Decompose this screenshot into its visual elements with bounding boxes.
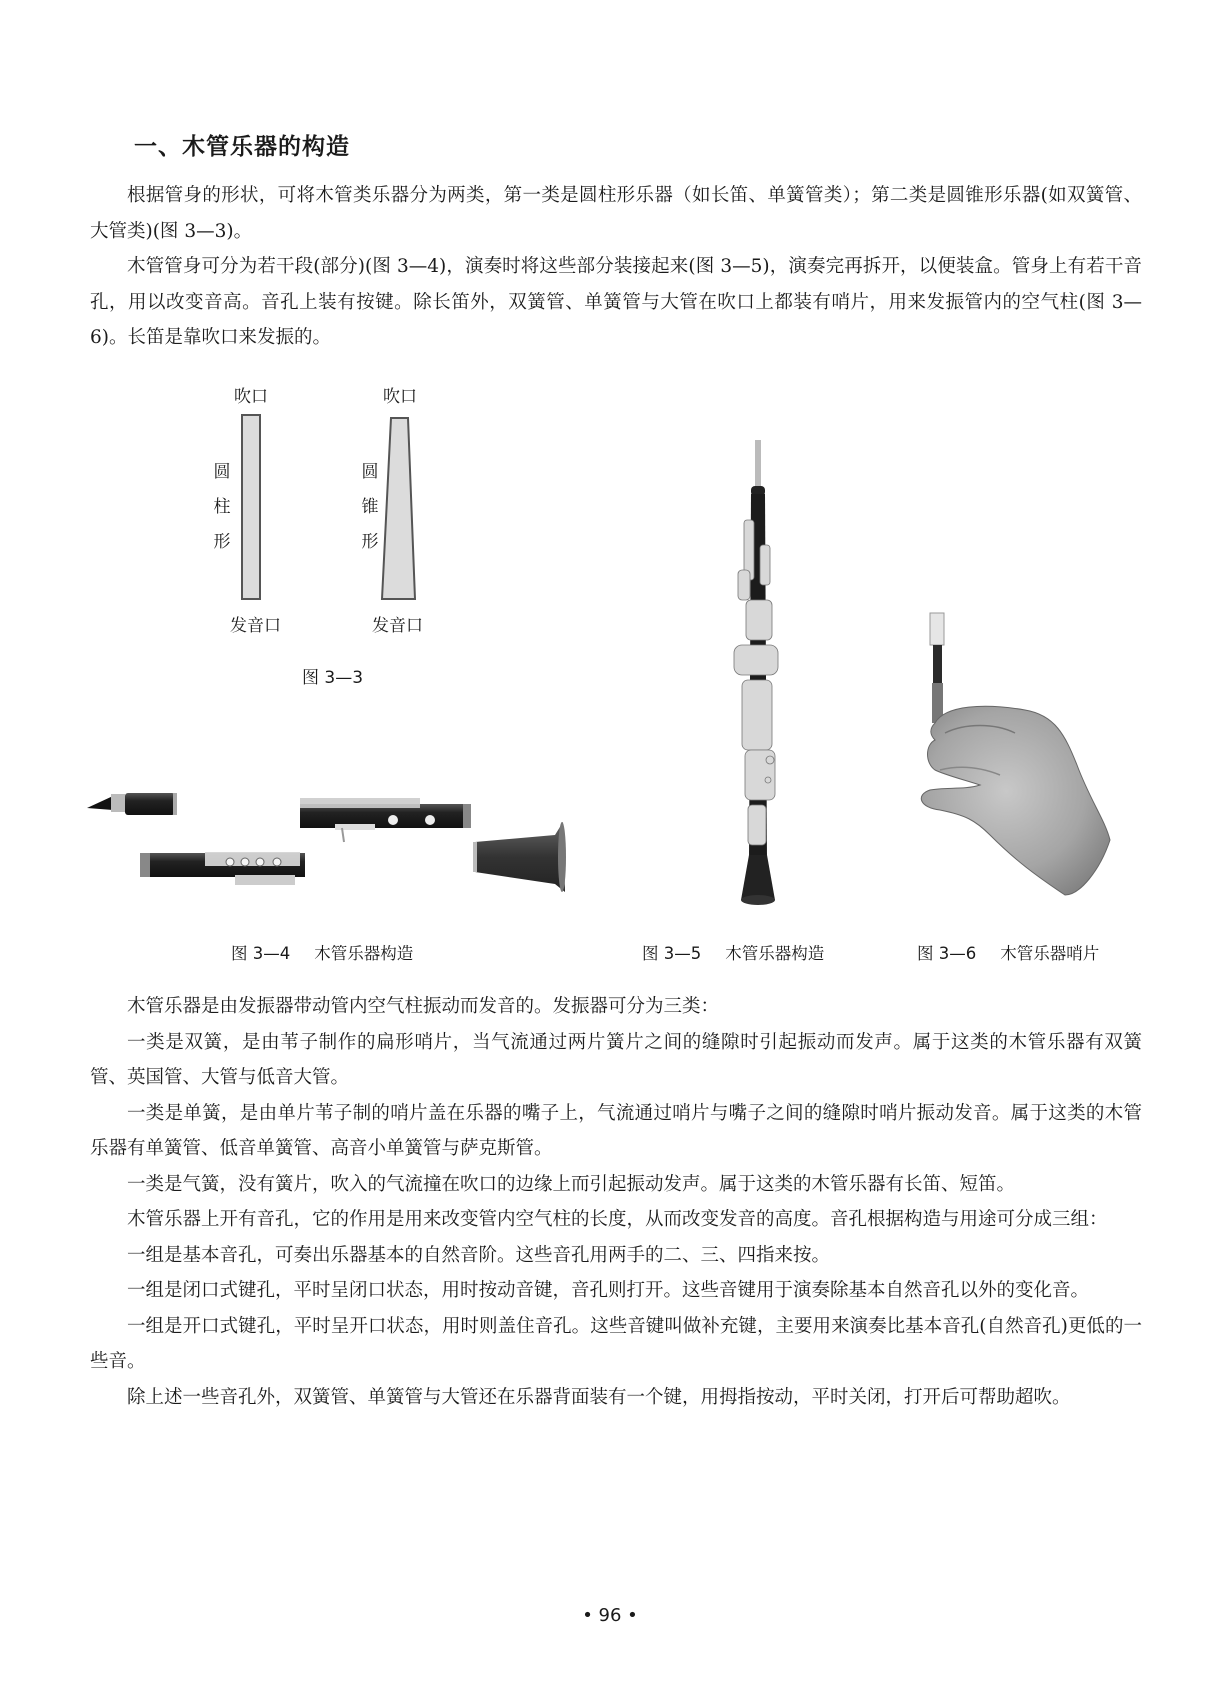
reed (930, 613, 944, 723)
right-top-label: 吹口 (383, 387, 417, 407)
left-bottom-label: 发音口 (230, 616, 281, 636)
paragraph: 根据管身的形状，可将木管类乐器分为两类，第一类是圆柱形乐器（如长笛、单簧管类）；第二类是圆锥形乐器(如双簧管、大管类)(图 3—3)。 (90, 185, 1142, 242)
page-number: • 96 • (582, 1605, 638, 1626)
paragraph: 一类是气簧，没有簧片，吹入的气流撞在吹口的边缘上而引起振动发声。属于这类的木管乐器有长笛、短笛。 (127, 1173, 1016, 1195)
figure-3-4-clarinet-parts-image (85, 780, 625, 920)
figure-title: 木管乐器构造 (725, 944, 825, 963)
section-heading: 一、木管乐器的构造 (134, 134, 350, 160)
figure-number: 图 3—6 (917, 944, 977, 963)
side-label-char: 柱 (213, 497, 231, 517)
right-bottom-label: 发音口 (372, 616, 423, 636)
right-side-label (360, 455, 380, 560)
cylindrical-tube-shape (242, 415, 260, 599)
figure-title: 木管乐器构造 (314, 944, 414, 963)
figure-title: 木管乐器哨片 (1000, 944, 1100, 963)
paragraph: 一类是单簧，是由单片苇子制的哨片盖在乐器的嘴子上，气流通过哨片与嘴子之间的缝隙时哨片振动发音。属于这类的木管乐器有单簧管、低音单簧管、高音小单簧管与萨克斯管。 (90, 1102, 1142, 1159)
paragraph: 木管乐器上开有音孔，它的作用是用来改变管内空气柱的长度，从而改变发音的高度。音孔根据构造与用途可分成三组： (127, 1209, 1108, 1230)
lower-joint-part (140, 852, 305, 885)
figure-3-6-hand-reed-image (905, 605, 1145, 915)
paragraph: 一组是开口式键孔，平时呈开口状态，用时则盖住音孔。这些音键叫做补充键，主要用来演奏比基本音孔(自然音孔)更低的一些音。 (90, 1315, 1142, 1372)
bell-part (473, 822, 566, 892)
paragraph: 一类是双簧，是由苇子制作的扁形哨片，当气流通过两片簧片之间的缝隙时引起振动而发声。属于这类的木管乐器有双簧管、英国管、大管与低音大管。 (90, 1031, 1142, 1088)
oboe-bell (741, 855, 775, 900)
figure-3-3-caption: 图 3—3 (302, 668, 364, 688)
left-top-label: 吹口 (234, 387, 268, 407)
figure-3-6-caption (917, 940, 1099, 964)
paragraph: 木管管身可分为若干段(部分)(图 3—4)，演奏时将这些部分装接起来(图 3—5)，演奏完再拆开，以便装盒。管身上有若干音孔，用以改变音高。音孔上装有按键。除长笛外，双簧管、单簧管与大管在吹口上都装有哨片，用来发振管内的空气柱(图 3—6)。长笛是靠吹口来发振的。 (90, 256, 1142, 348)
oboe-reed (755, 440, 761, 488)
hand (921, 706, 1110, 895)
figure-3-5-caption (642, 940, 824, 964)
body-text-block (90, 989, 1142, 1415)
side-label-char: 形 (213, 532, 231, 552)
paragraph: 除上述一些音孔外，双簧管、单簧管与大管还在乐器背面装有一个键，用拇指按动，平时关闭，打开后可帮助超吹。 (127, 1386, 1071, 1408)
figure-3-5-oboe-image (720, 440, 780, 920)
side-label-char: 形 (361, 532, 379, 552)
paragraph: 一组是基本音孔，可奏出乐器基本的自然音阶。这些音孔用两手的二、三、四指来按。 (127, 1244, 831, 1266)
mouthpiece-barrel-part (87, 793, 177, 815)
paragraph: 木管乐器是由发振器带动管内空气柱振动而发音的。发振器可分为三类： (127, 996, 720, 1017)
left-side-label (212, 455, 232, 560)
tube-shapes-svg (200, 385, 460, 685)
side-label-char: 锥 (361, 497, 379, 517)
figure-number: 图 3—5 (642, 944, 702, 963)
paragraph: 一组是闭口式键孔，平时呈闭口状态，用时按动音键，音孔则打开。这些音键用于演奏除基本自然音孔以外的变化音。 (127, 1280, 1090, 1301)
intro-text-block (90, 178, 1142, 356)
side-label-char: 圆 (361, 462, 379, 482)
side-label-char: 圆 (213, 462, 231, 482)
conical-tube-shape (382, 418, 415, 599)
figure-3-3-tube-diagram (200, 385, 460, 685)
upper-joint-part (300, 798, 471, 842)
figure-3-4-caption (231, 940, 413, 964)
figure-number: 图 3—4 (231, 944, 291, 963)
